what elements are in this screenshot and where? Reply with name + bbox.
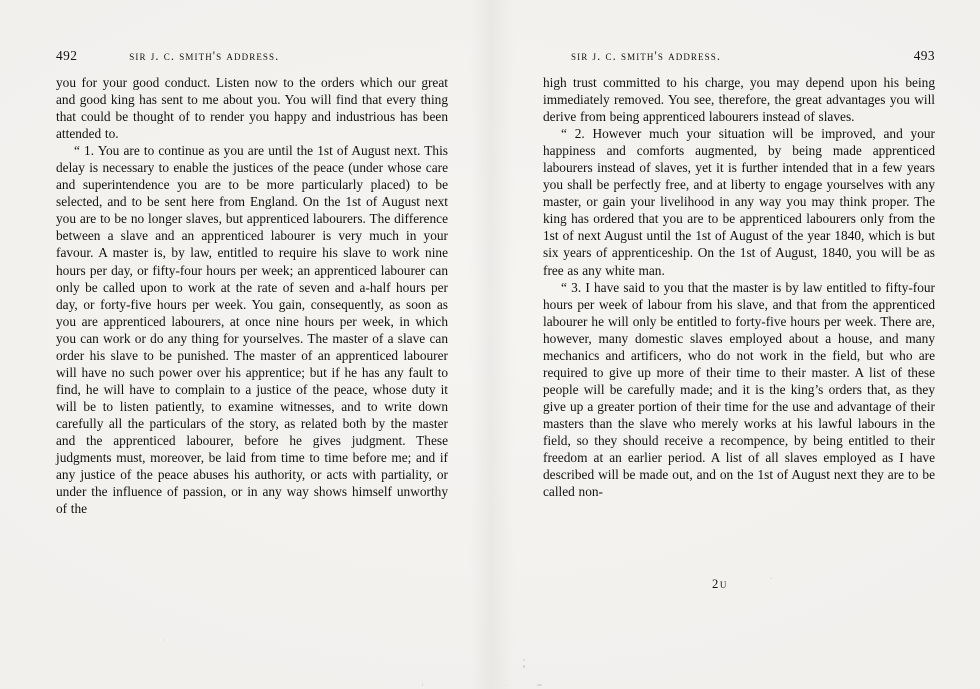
printer-signature-mark [543,577,935,592]
running-head-title-left: sir j. c. smith's address. [129,49,280,63]
paragraph-item-2: “ 2. However much your situation will be improved, and your happiness and comforts augmented, by being made apprenticed labourers instead of slaves, yet it is further intended that in a few years you shall be perfectly free, and at liberty to engage yourselves with any master, or gain your livelihood in any way you may think proper. The king has ordered that you are to be apprenticed labourers only from the 1st of next August until the 1st of August of the year 1840, which is but six years of apprenticeship. On the 1st of August, 1840, you will be as free as any white man. [543,126,935,278]
page-number-right: 493 [913,48,935,63]
running-head-right [543,48,935,64]
signature-letter: u [719,577,728,591]
paragraph-item-1: “ 1. You are to continue as you are until the 1st of August next. This delay is necessary to enable the justices of the peace (under whose care and superintendence you are to be more particularly placed) to be selected, and to be sent here from England. On the 1st of August next you are to be no longer slaves, but apprenticed labourers. The difference between a slave and an apprenticed labourer is very much in your favour. A master is, by law, entitled to require his slave to work nine hours per day, or fifty-four hours per week; an apprenticed labourer can only be called upon to work at the rate of seven and a-half hours per day, or forty-five hours per week. You gain, consequently, as soon as you are apprenticed labourers, at once nine hours per week, in which you can work or do any thing for yourselves. The master of a slave can order his slave to be punished. The master of an apprenticed labourer will have no such power over his apprentice; but if he has any fault to find, he will have to complain to a justice of the peace, whose duty it will be to listen patiently, to examine witnesses, and to write down carefully all the particulars of the story, as related both by the master and the apprenticed labourer, before he gives judgment. These judgments must, moreover, be laid from time to time before me; and if any justice of the peace abuses his authority, or acts with partiality, or under the influence of passion, or in any way shows himself unworthy of the [56,143,448,517]
page-number-left: 492 [56,48,78,63]
text-column-right [543,74,935,500]
paragraph-continued-left: you for your good conduct. Listen now to the orders which our great and good king has sent to me about you. You will find that every thing that could be thought of to render you happy and industrious has been attended to. [56,75,448,142]
page-493 [543,0,935,689]
paragraph-continued-right: high trust committed to his charge, you may depend upon his being immediately removed. You see, therefore, the great advantages you will derive from being apprenticed labourers instead of slaves. [543,75,935,125]
signature-number: 2 [711,577,720,591]
running-head-title-right: sir j. c. smith's address. [571,49,722,63]
paragraph-item-3: “ 3. I have said to you that the master is by law entitled to fifty-four hours per week of labour from his slave, and that from the apprenticed labourer he will only be entitled to forty-five hours per week. There are, however, many domestic slaves employed about a house, and many mechanics and artificers, who do not work in the field, but who are required to give up more of their time to their master. A list of these people will be carefully made; and it is the king’s orders that, as they give up a greater portion of their time for the use and advantage of their masters than the slave who merely works at his lawful labours in the field, so they should receive a recompence, by being entitled to their freedom at an earlier period. A list of all slaves employed as I have described will be made out, and on the 1st of August next they are to be called non- [543,279,935,500]
running-head-left [56,48,448,64]
page-492 [56,0,448,689]
text-column-left [56,74,448,517]
